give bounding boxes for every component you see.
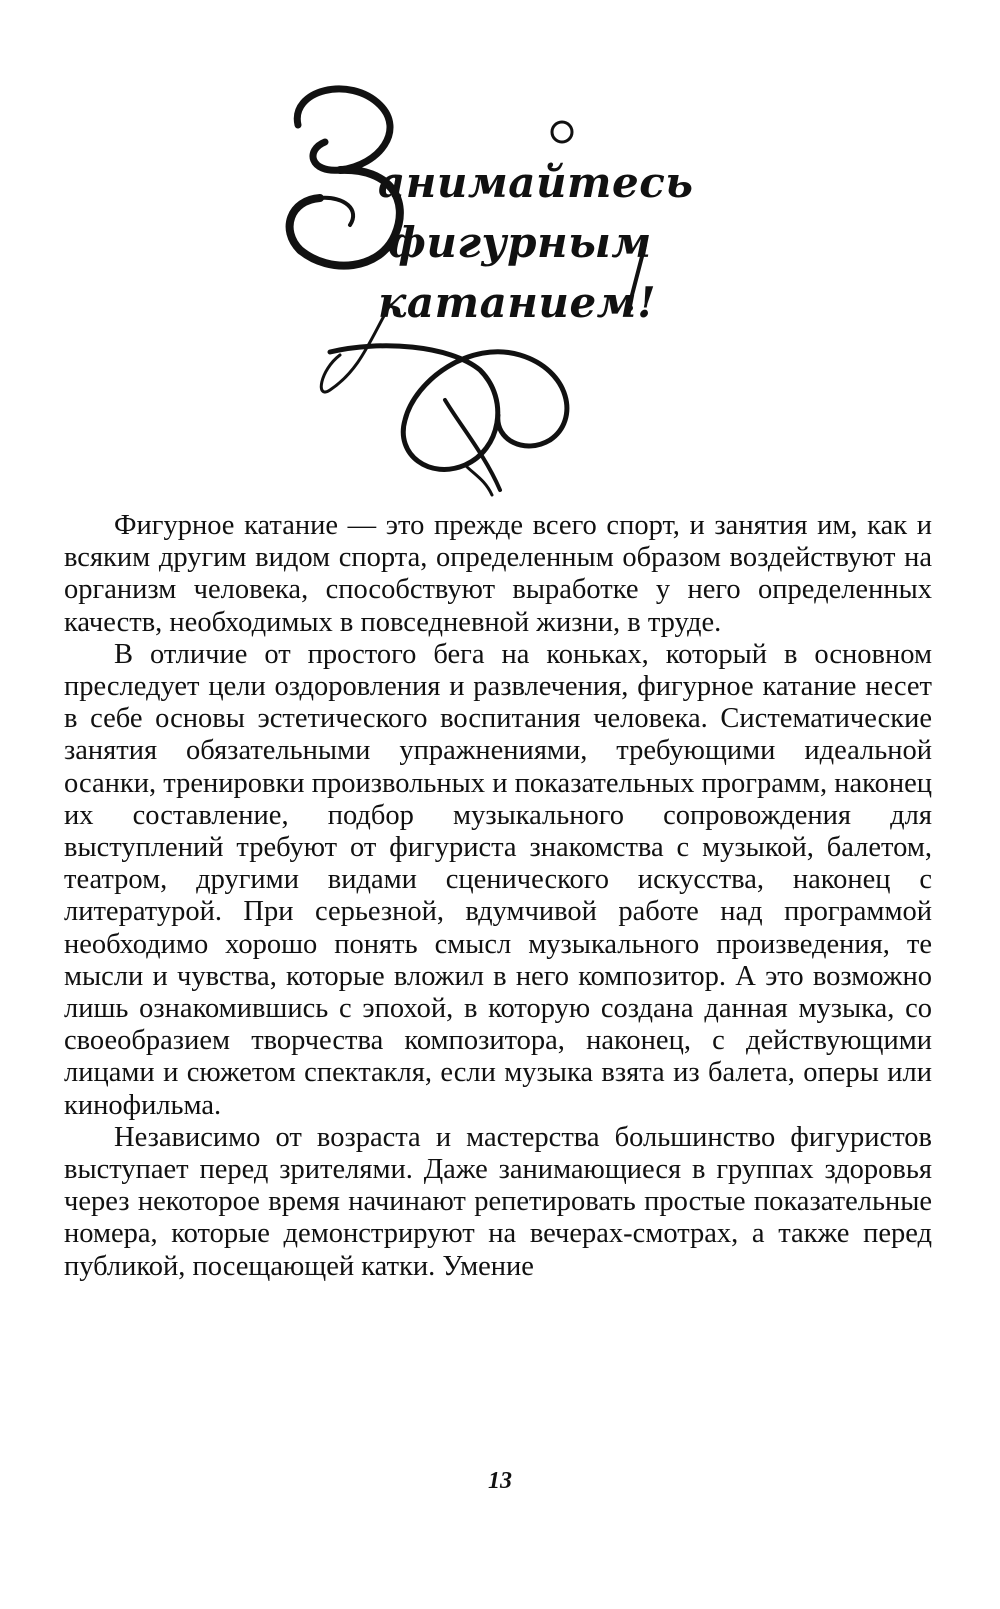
chapter-title-line-1: анимайтесь <box>378 158 694 207</box>
chapter-title-line-3: катанием! <box>378 278 657 327</box>
paragraph-3: Независимо от возраста и мастерства большинство фигуристов выступает перед зрителями. Даже занимающиеся в группах здоровья через некоторое время начинают репетировать простые показательные номера, которые демонстрируют на вечерах-смотрах, а также перед публикой, посещающей катки. Умение <box>64 1121 932 1282</box>
chapter-title-line-2: фигурным <box>388 218 652 267</box>
paragraph-1: Фигурное катание — это прежде всего спорт, и занятия им, как и всяким другим видом спорта, определенным образом воздействуют на организм человека, способствуют выработке у него определенных качеств, необходимых в повседневной жизни, в труде. <box>64 510 932 638</box>
paragraph-2: В отличие от простого бега на коньках, который в основном преследует цели оздоровления и развлечения, фигурное катание несет в себе основы эстетического воспитания человека. Систематические занятия обязательными упражнениями, требующими идеальной осанки, тренировки произвольных и показательных программ, наконец их составление, подбор музыкального сопровождения для выступлений требуют от фигуриста знакомства с музыкой, балетом, театром, другими видами сценического искусства, наконец с литературой. При серьезной, вдумчивой работе над программой необходимо хорошо понять смысл музыкального произведения, те мысли и чувства, которые вложил в него композитор. А это возможно лишь ознакомившись с эпохой, в которую создана данная музыка, со своеобразием творчества композитора, наконец, с действующими лицами и сюжетом спектакля, если музыка взята из балета, оперы или кинофильма. <box>64 638 932 1121</box>
body-text <box>64 510 932 1283</box>
chapter-title-block <box>270 70 730 500</box>
page-number: 13 <box>488 1468 512 1494</box>
